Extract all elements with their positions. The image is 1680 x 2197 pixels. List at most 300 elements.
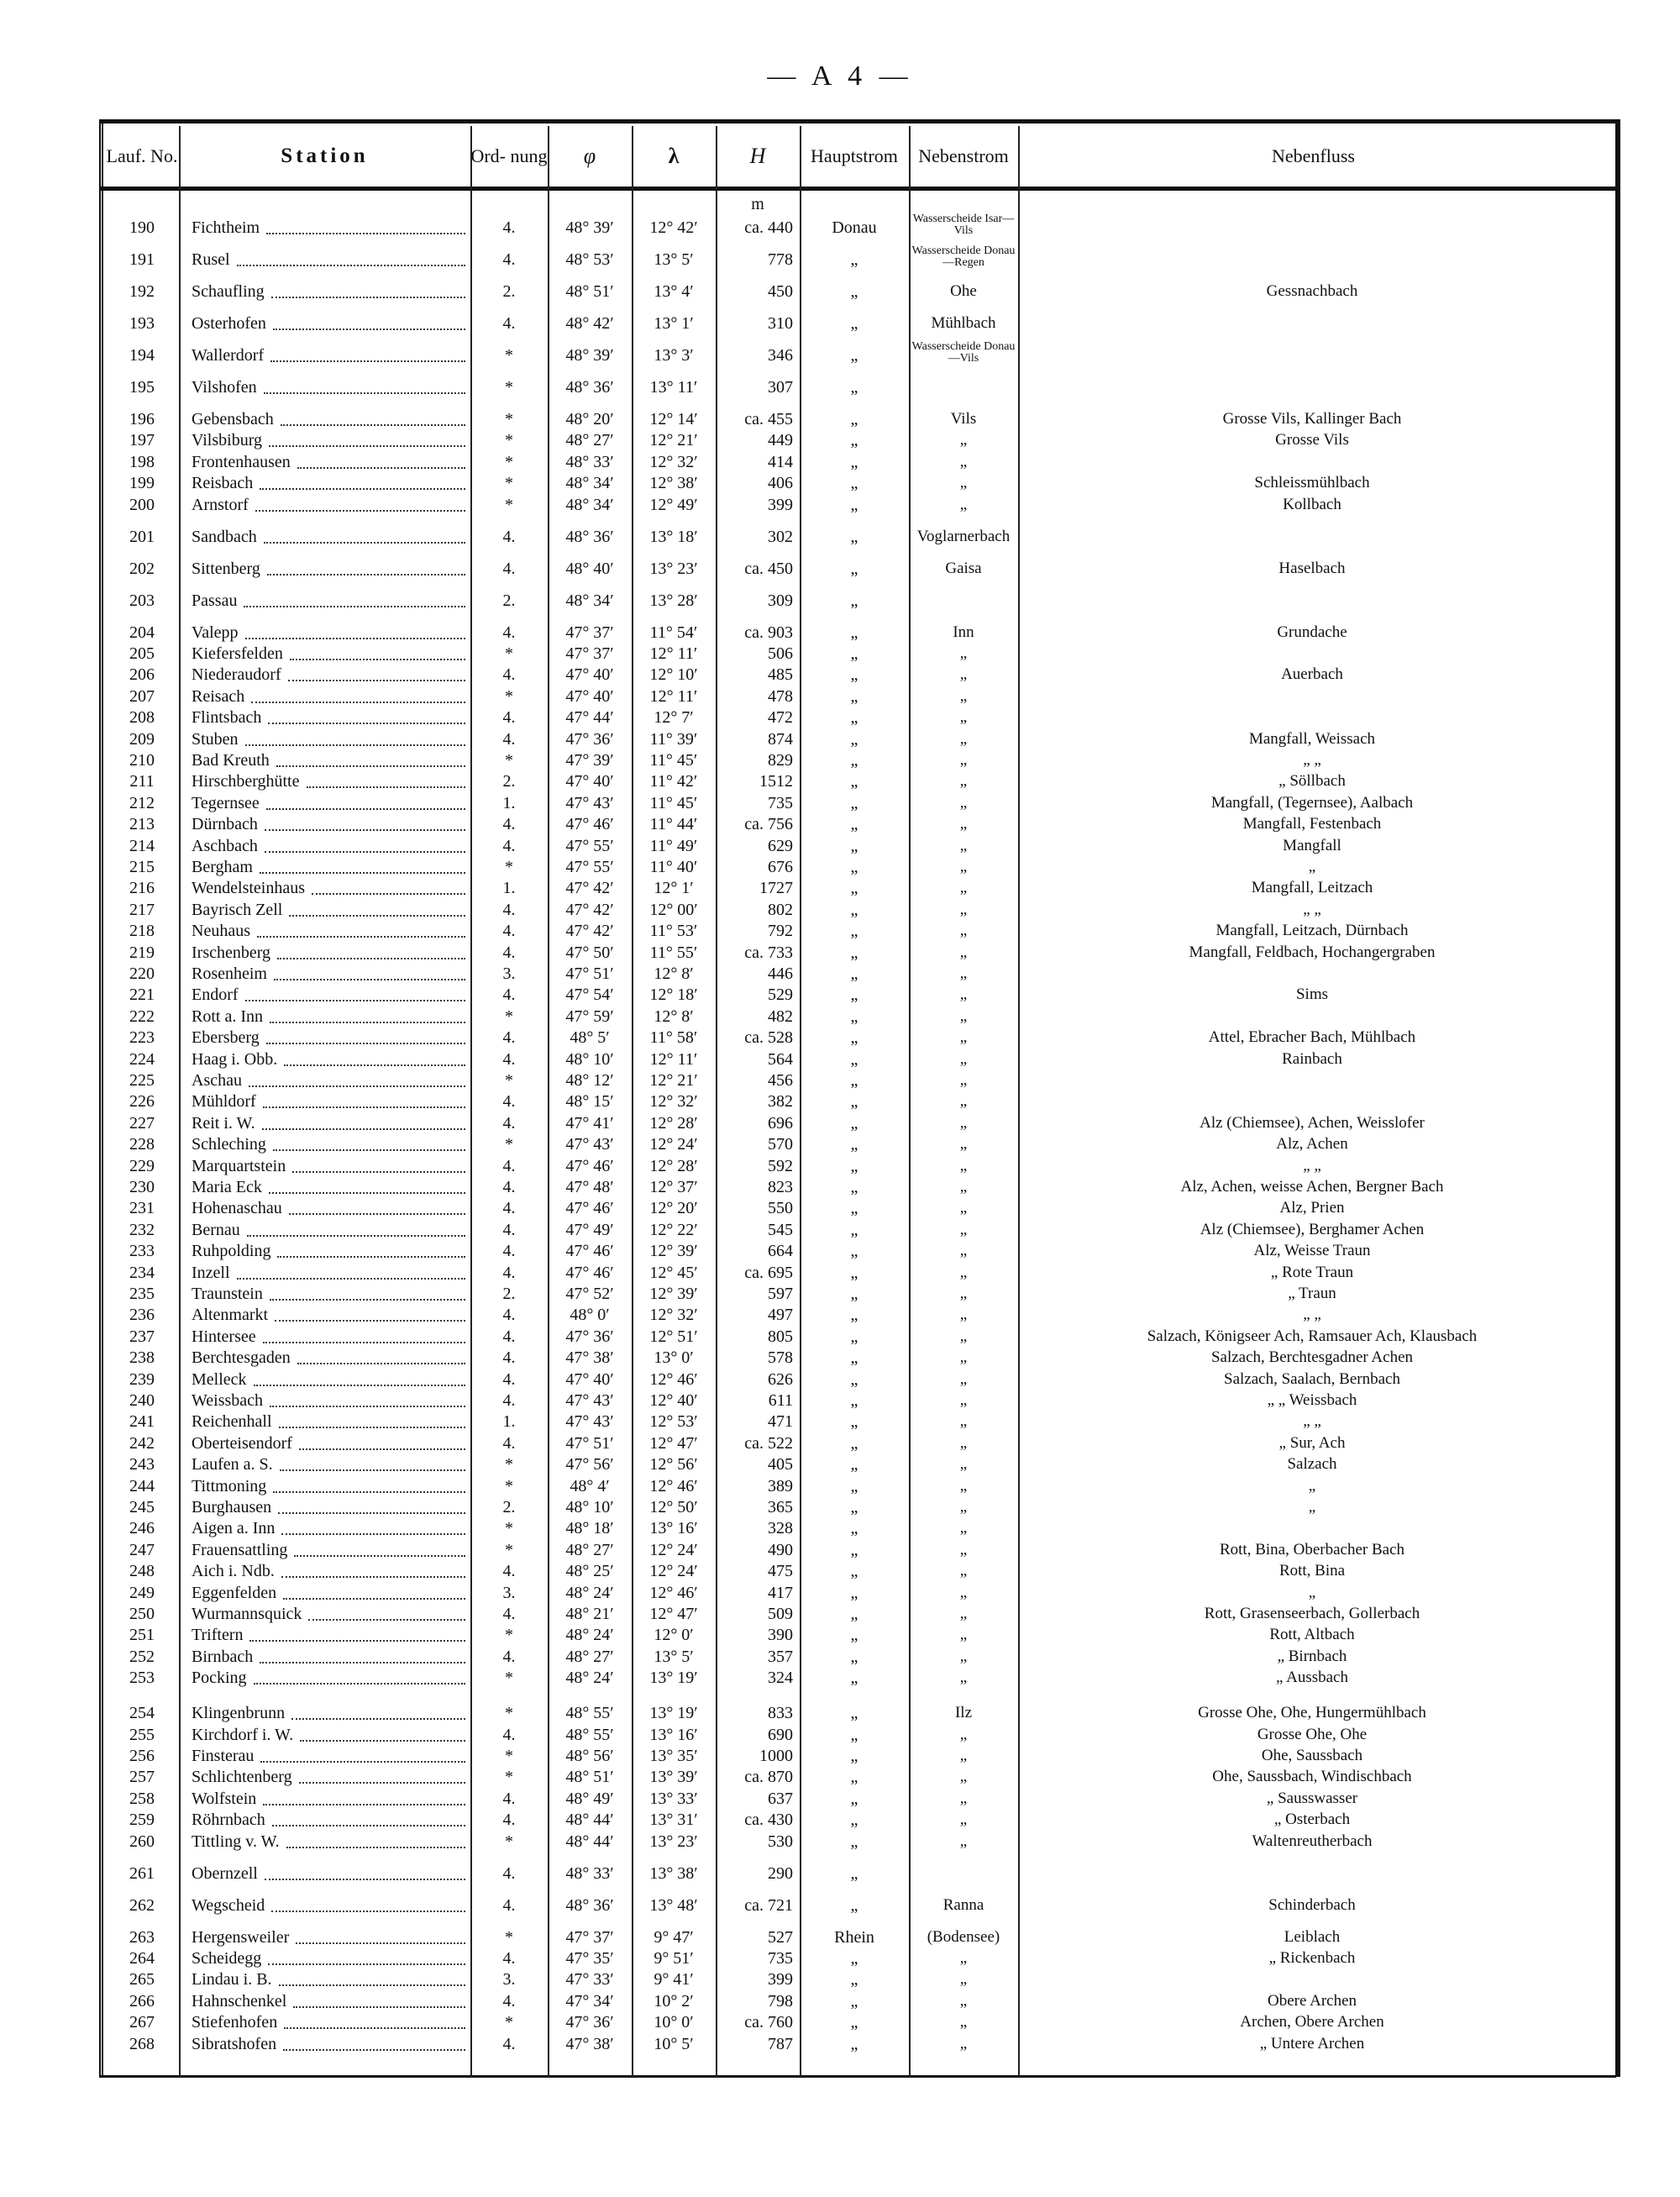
elevation: ca. 430 bbox=[744, 1811, 793, 1830]
nebenstrom: „ bbox=[959, 1113, 968, 1132]
longitude: 11° 40′ bbox=[649, 858, 698, 876]
latitude: 47° 40′ bbox=[565, 772, 614, 791]
table-row bbox=[0, 1347, 1680, 1369]
ordnung: * bbox=[505, 1704, 513, 1723]
station-name bbox=[192, 376, 469, 398]
ordnung: 4. bbox=[502, 1092, 516, 1112]
longitude: 13° 11′ bbox=[649, 378, 698, 397]
nebenstrom: „ bbox=[959, 1583, 968, 1601]
table-row bbox=[0, 1809, 1680, 1831]
station-name bbox=[192, 1809, 469, 1831]
latitude: 47° 37′ bbox=[565, 1927, 614, 1947]
longitude: 11° 39′ bbox=[649, 729, 698, 749]
latitude: 48° 24′ bbox=[565, 1583, 614, 1602]
ordnung: 4. bbox=[502, 1156, 516, 1175]
h-unit-label: m bbox=[751, 195, 764, 213]
lauf-no: 194 bbox=[129, 346, 155, 365]
station-label: Hohenaschau bbox=[192, 1199, 282, 1218]
lauf-no: 267 bbox=[129, 2013, 155, 2032]
dot-leader bbox=[308, 1619, 465, 1621]
elevation: 310 bbox=[768, 314, 793, 333]
lauf-no: 261 bbox=[129, 1863, 155, 1883]
header-nebenstrom: Nebenstrom bbox=[918, 145, 1009, 166]
lauf-no: 227 bbox=[129, 1113, 155, 1133]
ordnung: 4. bbox=[502, 250, 516, 269]
nebenstrom: „ bbox=[959, 1455, 968, 1474]
lauf-no: 252 bbox=[129, 1647, 155, 1666]
dot-leader bbox=[260, 872, 465, 874]
station-name bbox=[192, 984, 469, 1006]
hauptstrom: „ bbox=[850, 346, 858, 365]
nebenfluss: „ Birnbach bbox=[1277, 1647, 1347, 1665]
hauptstrom: „ bbox=[850, 452, 858, 471]
hauptstrom: „ bbox=[850, 1970, 858, 1989]
lauf-no: 254 bbox=[129, 1704, 155, 1723]
dot-leader bbox=[270, 1299, 465, 1301]
station-label: Tittling v. W. bbox=[192, 1832, 280, 1851]
nebenstrom: „ bbox=[959, 1135, 968, 1154]
dot-leader bbox=[312, 893, 465, 895]
elevation: ca. 695 bbox=[744, 1263, 793, 1282]
hauptstrom: „ bbox=[850, 1071, 858, 1090]
ordnung: * bbox=[505, 1540, 513, 1559]
longitude: 10° 0′ bbox=[654, 2013, 694, 2032]
table-row bbox=[0, 1070, 1680, 1091]
station-name bbox=[192, 792, 469, 814]
nebenfluss: „ Rote Traun bbox=[1270, 1263, 1354, 1281]
longitude: 11° 44′ bbox=[649, 815, 698, 834]
ordnung: 2. bbox=[502, 1498, 516, 1516]
elevation: 417 bbox=[768, 1583, 793, 1602]
elevation: 696 bbox=[768, 1113, 793, 1133]
table-row bbox=[0, 1283, 1680, 1305]
elevation: 597 bbox=[768, 1285, 793, 1303]
longitude: 12° 47′ bbox=[649, 1605, 698, 1623]
lauf-no: 195 bbox=[129, 378, 155, 397]
latitude: 47° 52′ bbox=[565, 1285, 614, 1303]
latitude: 47° 34′ bbox=[565, 1991, 614, 2010]
elevation: 382 bbox=[768, 1092, 793, 1112]
dot-leader bbox=[268, 1963, 465, 1965]
longitude: 12° 46′ bbox=[649, 1476, 698, 1495]
lauf-no: 230 bbox=[129, 1178, 155, 1196]
nebenstrom: „ bbox=[959, 1519, 968, 1537]
station-name bbox=[192, 1702, 469, 1724]
latitude: 47° 43′ bbox=[565, 1412, 614, 1432]
station-name bbox=[192, 1517, 469, 1539]
table-row bbox=[0, 1176, 1680, 1198]
nebenstrom: „ bbox=[959, 2013, 968, 2031]
table-row bbox=[0, 664, 1680, 686]
nebenfluss: Ohe, Saussbach bbox=[1261, 1747, 1363, 1764]
longitude: 13° 23′ bbox=[649, 559, 698, 578]
elevation: 509 bbox=[768, 1605, 793, 1623]
table-row bbox=[0, 408, 1680, 430]
latitude: 48° 4′ bbox=[570, 1476, 610, 1495]
latitude: 47° 48′ bbox=[565, 1178, 614, 1196]
station-name bbox=[192, 942, 469, 964]
hauptstrom: „ bbox=[850, 1747, 858, 1765]
elevation: 778 bbox=[768, 250, 793, 269]
nebenstrom: „ bbox=[959, 644, 968, 662]
station-name bbox=[192, 1724, 469, 1746]
station-name bbox=[192, 877, 469, 899]
longitude: 12° 39′ bbox=[649, 1242, 698, 1261]
station-name bbox=[192, 1049, 469, 1070]
station-label: Aschbach bbox=[192, 836, 258, 855]
hauptstrom: „ bbox=[850, 644, 858, 663]
elevation: 874 bbox=[768, 729, 793, 749]
ordnung: 4. bbox=[502, 665, 516, 685]
nebenstrom: „ bbox=[959, 686, 968, 705]
nebenfluss: „ bbox=[1308, 1498, 1316, 1516]
dot-leader bbox=[296, 1942, 465, 1944]
station-label: Ebersberg bbox=[192, 1028, 260, 1048]
header-ordnung: Ord- nung bbox=[470, 145, 548, 166]
nebenstrom: „ bbox=[959, 1540, 968, 1558]
longitude: 13° 3′ bbox=[654, 346, 694, 365]
dot-leader bbox=[254, 1385, 465, 1386]
dot-leader bbox=[264, 542, 465, 544]
elevation: 570 bbox=[768, 1135, 793, 1154]
latitude: 47° 50′ bbox=[565, 943, 614, 962]
lauf-no: 228 bbox=[129, 1135, 155, 1154]
lauf-no: 263 bbox=[129, 1927, 155, 1947]
latitude: 47° 41′ bbox=[565, 1113, 614, 1133]
station-name bbox=[192, 1347, 469, 1369]
ordnung: 4. bbox=[502, 1369, 516, 1389]
nebenfluss: Mangfall, Weissach bbox=[1248, 729, 1376, 748]
elevation: ca. 870 bbox=[744, 1768, 793, 1787]
station-label: Rosenheim bbox=[192, 964, 267, 983]
dot-leader bbox=[254, 1683, 465, 1685]
latitude: 47° 42′ bbox=[565, 879, 614, 898]
elevation: 449 bbox=[768, 431, 793, 450]
elevation: ca. 522 bbox=[744, 1433, 793, 1453]
nebenfluss: Salzach, Saalach, Bernbach bbox=[1224, 1369, 1400, 1388]
elevation: 629 bbox=[768, 836, 793, 855]
station-label: Inzell bbox=[192, 1263, 230, 1282]
nebenfluss: Auerbach bbox=[1281, 665, 1343, 684]
nebenfluss: „ Rickenbach bbox=[1268, 1949, 1356, 1967]
hauptstrom: „ bbox=[850, 1789, 858, 1808]
nebenstrom: Wasserscheide Donau—Regen bbox=[911, 245, 1016, 269]
ordnung: * bbox=[505, 1669, 513, 1688]
station-name bbox=[192, 1240, 469, 1262]
nebenstrom: „ bbox=[959, 1178, 968, 1196]
hauptstrom: „ bbox=[850, 1949, 858, 1968]
station-label: Neuhaus bbox=[192, 922, 250, 941]
latitude: 47° 38′ bbox=[565, 1348, 614, 1368]
hauptstrom: „ bbox=[850, 1455, 858, 1474]
station-label: Ruhpolding bbox=[192, 1242, 271, 1261]
ordnung: 4. bbox=[502, 218, 516, 237]
station-name bbox=[192, 344, 469, 366]
dot-leader bbox=[284, 2027, 465, 2029]
hauptstrom: „ bbox=[850, 1220, 858, 1239]
lauf-no: 255 bbox=[129, 1725, 155, 1744]
header-nebenfluss: Nebenfluss bbox=[1272, 145, 1355, 166]
station-label: Melleck bbox=[192, 1369, 247, 1389]
ordnung: 3. bbox=[502, 964, 516, 983]
table-row bbox=[0, 1390, 1680, 1411]
ordnung: * bbox=[505, 1927, 513, 1947]
station-name bbox=[192, 1304, 469, 1326]
station-label: Tegernsee bbox=[192, 793, 260, 812]
longitude: 12° 45′ bbox=[649, 1263, 698, 1282]
table-row bbox=[0, 1539, 1680, 1561]
longitude: 13° 39′ bbox=[649, 1768, 698, 1787]
latitude: 48° 42′ bbox=[565, 314, 614, 333]
elevation: 664 bbox=[768, 1242, 793, 1261]
station-name bbox=[192, 1788, 469, 1810]
nebenstrom: „ bbox=[959, 1476, 968, 1495]
station-label: Arnstorf bbox=[192, 495, 249, 514]
hauptstrom: „ bbox=[850, 2013, 858, 2032]
station-label: Irschenberg bbox=[192, 943, 271, 962]
latitude: 48° 0′ bbox=[570, 1306, 610, 1325]
lauf-no: 241 bbox=[129, 1412, 155, 1432]
hauptstrom: „ bbox=[850, 410, 858, 428]
table-row bbox=[0, 590, 1680, 612]
latitude: 48° 49′ bbox=[565, 1789, 614, 1808]
latitude: 47° 37′ bbox=[565, 644, 614, 663]
nebenfluss: „ „ Weissbach bbox=[1267, 1391, 1357, 1409]
dot-leader bbox=[269, 1192, 465, 1194]
nebenstrom: Wasserscheide Donau—Vils bbox=[911, 341, 1016, 365]
longitude: 12° 32′ bbox=[649, 1306, 698, 1325]
dot-leader bbox=[271, 1911, 465, 1912]
table-row bbox=[0, 622, 1680, 644]
elevation: 357 bbox=[768, 1647, 793, 1666]
dot-leader bbox=[275, 1320, 465, 1322]
latitude: 47° 46′ bbox=[565, 1156, 614, 1175]
nebenstrom: „ bbox=[959, 815, 968, 833]
nebenstrom: „ bbox=[959, 1605, 968, 1622]
nebenstrom: „ bbox=[959, 1199, 968, 1217]
station-name bbox=[192, 749, 469, 771]
table-row bbox=[0, 1667, 1680, 1689]
dot-leader bbox=[237, 265, 465, 266]
lauf-no: 239 bbox=[129, 1369, 155, 1389]
elevation: 798 bbox=[768, 1991, 793, 2010]
elevation: 611 bbox=[768, 1391, 793, 1410]
ordnung: 3. bbox=[502, 1970, 516, 1989]
nebenstrom: (Bodensee) bbox=[927, 1927, 1000, 1946]
latitude: 47° 43′ bbox=[565, 1391, 614, 1410]
lauf-no: 238 bbox=[129, 1348, 155, 1368]
nebenstrom: Ohe bbox=[950, 282, 977, 300]
dot-leader bbox=[249, 1085, 465, 1087]
table-row bbox=[0, 472, 1680, 494]
longitude: 12° 8′ bbox=[654, 1007, 694, 1026]
table-row bbox=[0, 1831, 1680, 1853]
hauptstrom: „ bbox=[850, 1306, 858, 1325]
hauptstrom: „ bbox=[850, 591, 858, 610]
longitude: 12° 40′ bbox=[649, 1391, 698, 1410]
ordnung: 4. bbox=[502, 985, 516, 1005]
lauf-no: 268 bbox=[129, 2034, 155, 2053]
station-label: Frontenhausen bbox=[192, 452, 291, 471]
hauptstrom: „ bbox=[850, 836, 858, 855]
elevation: 390 bbox=[768, 1626, 793, 1645]
nebenfluss: Rott, Altbach bbox=[1269, 1626, 1355, 1644]
ordnung: 4. bbox=[502, 922, 516, 941]
elevation: 399 bbox=[768, 1970, 793, 1989]
nebenfluss: „ „ bbox=[1303, 1412, 1321, 1431]
nebenstrom: „ bbox=[959, 1391, 968, 1409]
header-phi: φ bbox=[583, 144, 596, 168]
lauf-no: 211 bbox=[129, 772, 155, 791]
longitude: 12° 53′ bbox=[649, 1412, 698, 1432]
elevation: 578 bbox=[768, 1348, 793, 1368]
station-label: Birnbach bbox=[192, 1647, 254, 1666]
station-name bbox=[192, 1475, 469, 1497]
latitude: 48° 24′ bbox=[565, 1626, 614, 1645]
nebenfluss: „ „ bbox=[1303, 1156, 1321, 1175]
dot-leader bbox=[288, 680, 465, 681]
hauptstrom: „ bbox=[850, 1647, 858, 1666]
nebenfluss: Alz, Achen bbox=[1276, 1135, 1348, 1154]
latitude: 48° 39′ bbox=[565, 346, 614, 365]
elevation: 307 bbox=[768, 378, 793, 397]
station-label: Röhrnbach bbox=[192, 1811, 265, 1830]
elevation: 735 bbox=[768, 793, 793, 812]
longitude: 12° 47′ bbox=[649, 1433, 698, 1453]
nebenfluss: Archen, Obere Archen bbox=[1240, 2013, 1384, 2031]
table-row bbox=[0, 963, 1680, 985]
nebenstrom: „ bbox=[959, 858, 968, 875]
nebenfluss: „ „ bbox=[1303, 751, 1321, 769]
table-row bbox=[0, 1990, 1680, 2012]
nebenfluss: Rott, Bina bbox=[1278, 1562, 1346, 1580]
lauf-no: 226 bbox=[129, 1092, 155, 1112]
elevation: ca. 760 bbox=[744, 2013, 793, 2032]
station-name bbox=[192, 770, 469, 792]
station-label: Bayrisch Zell bbox=[192, 900, 283, 919]
dot-leader bbox=[260, 1761, 465, 1763]
latitude: 47° 49′ bbox=[565, 1220, 614, 1239]
lauf-no: 222 bbox=[129, 1007, 155, 1026]
elevation: 829 bbox=[768, 751, 793, 770]
ordnung: 4. bbox=[502, 1348, 516, 1368]
nebenfluss: „ Söllbach bbox=[1278, 772, 1346, 791]
nebenfluss: Schleissmühlbach bbox=[1254, 474, 1370, 492]
nebenstrom: Mühlbach bbox=[931, 314, 996, 332]
longitude: 13° 28′ bbox=[649, 591, 698, 610]
station-label: Gebensbach bbox=[192, 410, 274, 428]
table-row bbox=[0, 526, 1680, 548]
dot-leader bbox=[263, 1804, 465, 1805]
ordnung: 4. bbox=[502, 1242, 516, 1261]
dot-leader bbox=[284, 1064, 465, 1066]
station-label: Weissbach bbox=[192, 1391, 264, 1410]
ordnung: 4. bbox=[502, 1391, 516, 1410]
nebenfluss: Mangfall, Leitzach bbox=[1251, 879, 1373, 897]
longitude: 13° 16′ bbox=[649, 1519, 698, 1538]
table-row bbox=[0, 792, 1680, 814]
nebenfluss: Schinderbach bbox=[1268, 1895, 1356, 1914]
station-label: Passau bbox=[192, 591, 238, 610]
longitude: 12° 10′ bbox=[649, 665, 698, 685]
station-label: Schlichtenberg bbox=[192, 1768, 292, 1787]
nebenfluss: Grosse Ohe, Ohe bbox=[1257, 1725, 1368, 1743]
station-name bbox=[192, 590, 469, 612]
dot-leader bbox=[266, 808, 465, 810]
latitude: 47° 55′ bbox=[565, 858, 614, 876]
hauptstrom: „ bbox=[850, 559, 858, 578]
lauf-no: 221 bbox=[129, 985, 155, 1005]
station-name bbox=[192, 1070, 469, 1091]
elevation: 490 bbox=[768, 1540, 793, 1559]
longitude: 12° 56′ bbox=[649, 1455, 698, 1474]
ordnung: 1. bbox=[502, 1412, 516, 1432]
dot-leader bbox=[265, 851, 465, 853]
dot-leader bbox=[307, 786, 465, 788]
hauptstrom: „ bbox=[850, 1348, 858, 1368]
longitude: 11° 42′ bbox=[649, 772, 698, 791]
station-name bbox=[192, 1766, 469, 1788]
longitude: 10° 2′ bbox=[654, 1991, 694, 2010]
dot-leader bbox=[281, 424, 465, 426]
dot-leader bbox=[297, 1363, 465, 1364]
latitude: 48° 25′ bbox=[565, 1562, 614, 1581]
nebenfluss: „ Untere Archen bbox=[1259, 2034, 1365, 2052]
elevation: ca. 455 bbox=[744, 410, 793, 428]
table-row bbox=[0, 1262, 1680, 1284]
station-name bbox=[192, 1831, 469, 1853]
nebenfluss: Gessnachbach bbox=[1266, 282, 1358, 300]
station-name bbox=[192, 856, 469, 878]
station-name bbox=[192, 1863, 469, 1884]
table-row bbox=[0, 313, 1680, 334]
elevation: 626 bbox=[768, 1369, 793, 1389]
table-row bbox=[0, 835, 1680, 857]
ordnung: * bbox=[505, 1768, 513, 1787]
dot-leader bbox=[272, 1825, 465, 1826]
station-name bbox=[192, 1603, 469, 1625]
nebenstrom: „ bbox=[959, 1348, 968, 1367]
dot-leader bbox=[292, 1171, 465, 1173]
station-label: Dürnbach bbox=[192, 815, 258, 834]
dot-leader bbox=[260, 488, 465, 490]
ordnung: * bbox=[505, 1071, 513, 1090]
lauf-no: 197 bbox=[129, 431, 155, 450]
station-label: Kirchdorf i. W. bbox=[192, 1725, 294, 1744]
hauptstrom: „ bbox=[850, 1562, 858, 1581]
station-name bbox=[192, 920, 469, 942]
hauptstrom: „ bbox=[850, 314, 858, 333]
station-label: Berchtesgaden bbox=[192, 1348, 291, 1368]
hauptstrom: „ bbox=[850, 1811, 858, 1830]
nebenstrom: „ bbox=[959, 1412, 968, 1431]
lauf-no: 223 bbox=[129, 1028, 155, 1048]
dot-leader bbox=[278, 1512, 465, 1514]
elevation: 529 bbox=[768, 985, 793, 1005]
lauf-no: 264 bbox=[129, 1949, 155, 1968]
elevation: 497 bbox=[768, 1306, 793, 1325]
elevation: 475 bbox=[768, 1562, 793, 1581]
elevation: 792 bbox=[768, 922, 793, 941]
table-row bbox=[0, 429, 1680, 451]
elevation: ca. 440 bbox=[744, 218, 793, 237]
longitude: 11° 49′ bbox=[649, 836, 698, 855]
dot-leader bbox=[299, 1782, 465, 1784]
station-label: Aschau bbox=[192, 1071, 242, 1090]
longitude: 13° 23′ bbox=[649, 1832, 698, 1851]
longitude: 12° 24′ bbox=[649, 1562, 698, 1581]
nebenstrom: „ bbox=[959, 922, 968, 940]
